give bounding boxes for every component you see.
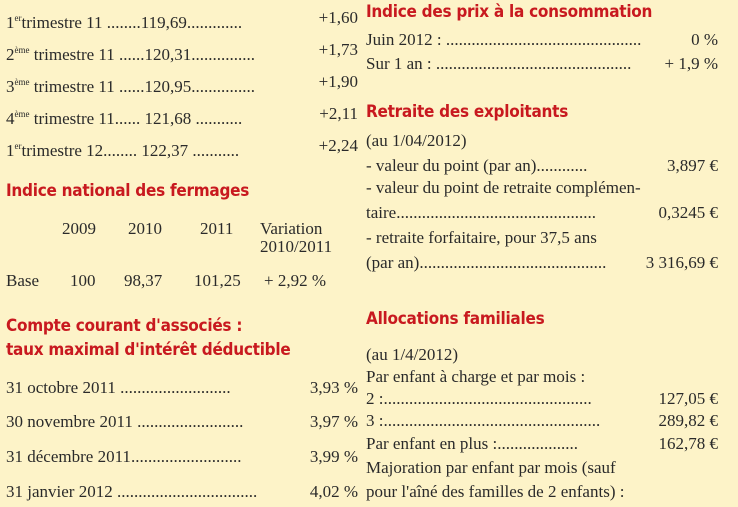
value-2009: 100 [70,271,96,290]
trimestre-row [6,40,358,65]
retraite-date: (au 1/04/2012) [366,131,467,150]
row-label: trimestre 11 [33,45,115,64]
row-ordinal: 4 [6,109,15,128]
retraite-line: - retraite forfaitaire, pour 37,5 ans [366,228,597,247]
row-label: trimestre 11 [33,77,115,96]
row-index: 122,37 [141,141,189,160]
row-change: +2,11 [319,104,358,123]
retraite-value: 3 316,69 € [645,253,718,272]
row-ordinal-suffix: ème [14,109,30,119]
leader-dots: ...... [119,45,145,64]
leader-dots: ......................... [137,412,244,431]
col-2009: 2009 [62,219,96,238]
row-ordinal-suffix: ème [14,45,30,55]
retraite-label: taire [366,203,397,222]
ipc-value: 0 % [691,30,718,49]
leader-dots: ................................................. [383,389,592,408]
row-label: trimestre 11 [33,109,115,128]
ipc-title: Indice des prix à la consommation [366,2,653,22]
retraite-label: (par an) [366,253,420,272]
alloc-label: 3 : [366,411,384,430]
row-label: trimestre 12 [21,141,104,160]
leader-dots: ........... [192,141,240,160]
leader-dots: ............ [536,156,588,175]
alloc-label: 2 : [366,389,384,408]
alloc-line [366,411,718,431]
rate-value: 3,93 % [309,378,358,397]
compte-title-line2: taux maximal d'intérêt déductible [6,340,291,360]
alloc-label: Par enfant en plus : [366,434,498,453]
row-base-label: Base [6,271,40,290]
leader-dots: ............................................... [396,203,596,222]
retraite-line: - valeur du point de retraite complémen- [366,178,641,197]
row-index: 121,68 [144,109,192,128]
rate-row [6,412,358,432]
col-2010: 2010 [128,219,162,238]
rate-value: 3,99 % [309,447,358,466]
ipc-row [366,30,718,50]
alloc-line [366,434,718,454]
row-index: 120,31 [144,45,192,64]
row-ordinal-suffix: er [14,13,22,23]
row-ordinal-suffix: er [14,141,22,151]
rate-row [6,482,358,502]
compte-title-line1: Compte courant d'associés : [6,316,243,336]
ipc-value: + 1,9 % [664,54,718,73]
leader-dots: ............................................ [419,253,607,272]
leader-dots: ............... [191,77,256,96]
leader-dots: ............. [186,13,243,32]
row-label: trimestre 11 [21,13,103,32]
value-variation: + 2,92 % [264,271,326,290]
row-ordinal: 2 [6,45,15,64]
row-change: +1,73 [318,40,358,59]
alloc-line: Majoration par enfant par mois (sauf [366,458,616,477]
rate-date: 31 janvier 2012 [6,482,113,501]
alloc-title: Allocations familiales [366,309,545,329]
retraite-label: - valeur du point (par an) [366,156,537,175]
ipc-label: Sur 1 an : [366,54,432,73]
leader-dots: ...... [119,77,145,96]
trimestre-row [6,136,358,161]
leader-dots: ............... [191,45,256,64]
leader-dots: .............................................. [445,30,642,49]
leader-dots: ................... [497,434,578,453]
alloc-value: 127,05 € [658,389,718,408]
row-change: +2,24 [318,136,358,155]
rate-date: 30 novembre 2011 [6,412,133,431]
retraite-line [366,156,718,176]
leader-dots: ................................. [116,482,258,501]
col-variation-period: 2010/2011 [260,237,333,256]
leader-dots: ........... [195,109,243,128]
alloc-line: pour l'aîné des familles de 2 enfants) : [366,482,625,501]
leader-dots: ........ [103,141,138,160]
leader-dots: ........ [106,13,141,32]
value-2011: 101,25 [194,271,241,290]
leader-dots: ................................................... [383,411,601,430]
retraite-title: Retraite des exploitants [366,102,569,122]
row-ordinal: 1 [6,13,15,32]
rate-value: 4,02 % [309,482,358,501]
ipc-row [366,54,718,74]
retraite-line [366,203,718,223]
row-index: 119,69 [140,13,187,32]
rate-date: 31 octobre 2011 [6,378,116,397]
leader-dots: .......................... [130,447,242,466]
row-ordinal: 1 [6,141,15,160]
alloc-line: Par enfant à charge et par mois : [366,367,586,386]
trimestre-row [6,72,358,97]
alloc-line [366,389,718,409]
leader-dots: .......................... [120,378,231,397]
row-ordinal-suffix: ème [14,77,30,87]
rate-row [6,447,358,467]
col-variation: Variation [260,219,323,238]
row-ordinal: 3 [6,77,15,96]
ipc-label: Juin 2012 : [366,30,442,49]
rate-date: 31 décembre 2011 [6,447,131,466]
row-change: +1,60 [318,8,358,27]
rate-row [6,378,358,398]
leader-dots: ...... [114,109,141,128]
retraite-line [366,253,718,273]
retraite-value: 3,897 € [667,156,718,175]
trimestre-row [6,8,358,33]
fermages-title: Indice national des fermages [6,181,250,201]
col-2011: 2011 [200,219,234,238]
alloc-value: 162,78 € [658,434,718,453]
alloc-date: (au 1/4/2012) [366,345,459,364]
leader-dots: .............................................. [435,54,632,73]
row-index: 120,95 [144,77,192,96]
row-change: +1,90 [318,72,358,91]
retraite-value: 0,3245 € [658,203,718,222]
alloc-value: 289,82 € [658,411,718,430]
value-2010: 98,37 [124,271,163,290]
trimestre-row [6,104,358,129]
rate-value: 3,97 % [309,412,358,431]
